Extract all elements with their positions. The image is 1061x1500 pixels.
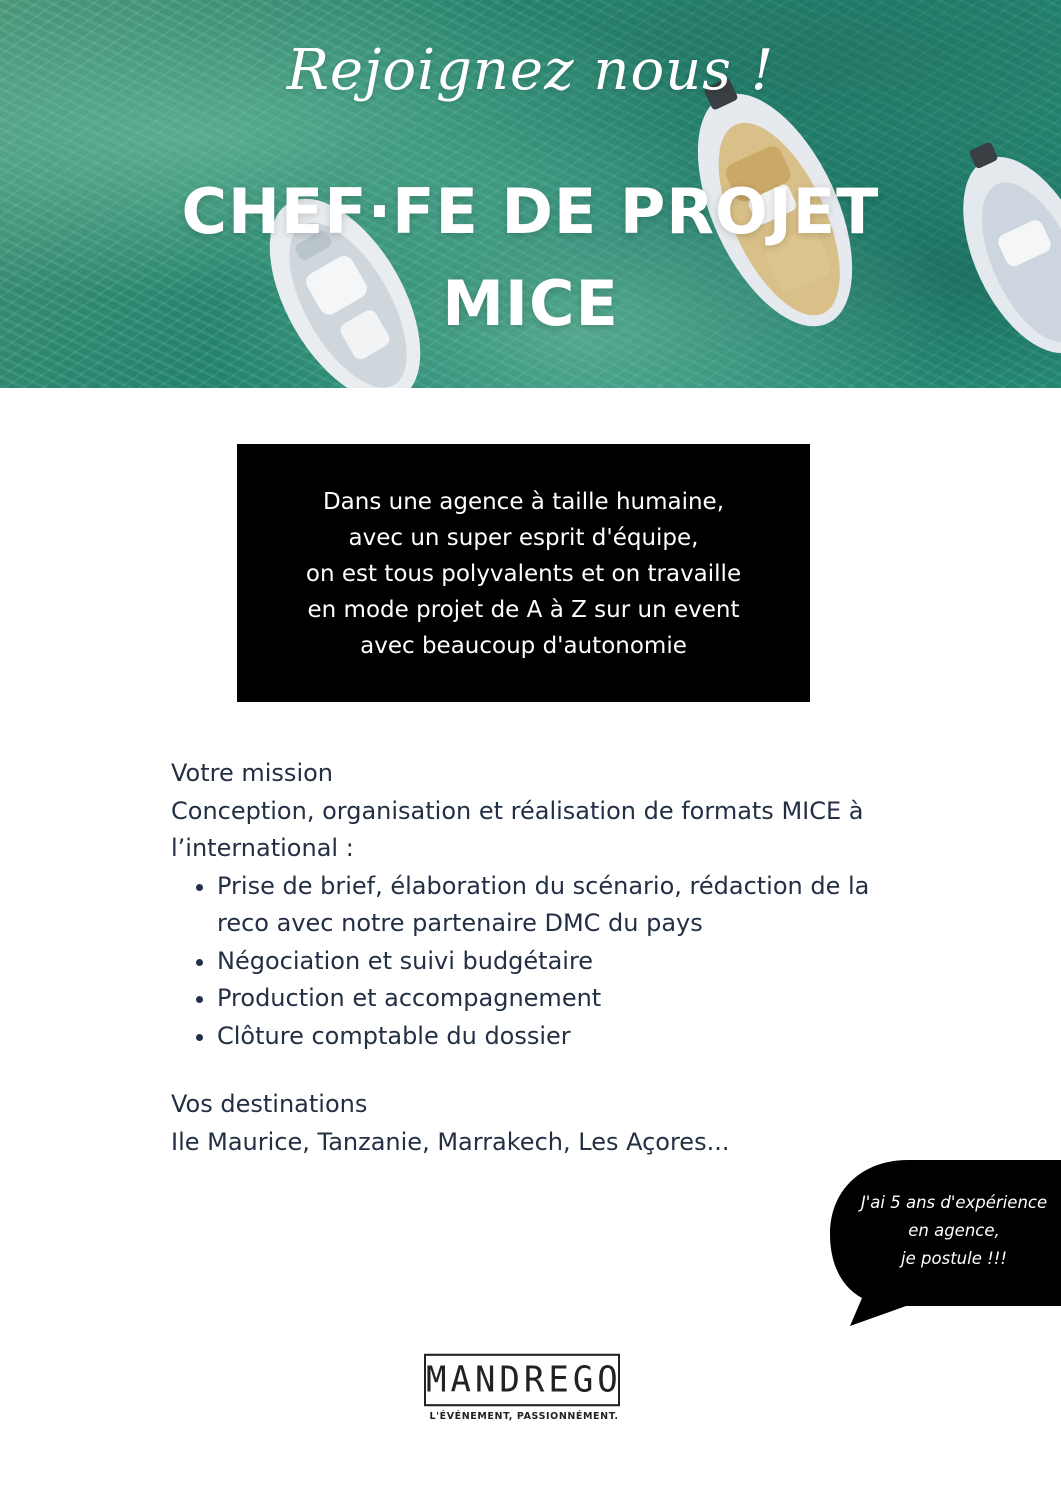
mission-list-item: • Production et accompagnement [217,980,891,1018]
bubble-line: en agence, [908,1221,1000,1240]
mission-list-item: • Clôture comptable du dossier [217,1018,891,1056]
mission-heading: Votre mission [171,759,333,787]
mission-list-item: • Négociation et suivi budgétaire [217,943,891,981]
intro-line: avec un super esprit d'équipe, [348,525,699,551]
destinations-list: Ile Maurice, Tanzanie, Marrakech, Les Açores... [171,1127,730,1156]
mission-description: Conception, organisation et réalisation de formats MICE à l’international : [171,796,864,862]
intro-line: on est tous polyvalents et on travaille [305,561,742,587]
logo-tagline: L'ÉVÉNEMENT, PASSIONNÉMENT. [429,1411,619,1422]
destinations-heading: Vos destinations [171,1090,368,1118]
hero-script-heading: Rejoignez nous ! [286,38,775,103]
intro-box [237,444,810,702]
hero-banner [0,0,1061,388]
mission-list-item: • Prise de brief, élaboration du scénario, rédaction de la reco avec notre partenaire DMC du pays [217,868,891,943]
intro-line: en mode projet de A à Z sur un event [307,597,740,623]
logo-wordmark: MANDREGO [424,1354,620,1407]
bubble-line: J'ai 5 ans d'expérience [860,1193,1048,1212]
speech-bubble-text [832,1189,1061,1273]
intro-line: Dans une agence à taille humaine, [322,489,725,515]
job-title-line-1: CHEF·FE DE PROJET [181,175,880,248]
job-title [0,166,1061,350]
mission-list [171,868,891,1056]
job-title-line-2: MICE [442,267,619,340]
intro-line: avec beaucoup d'autonomie [360,633,687,659]
job-description [171,755,891,1161]
company-logo [424,1355,624,1422]
bubble-line: je postule !!! [901,1249,1007,1268]
